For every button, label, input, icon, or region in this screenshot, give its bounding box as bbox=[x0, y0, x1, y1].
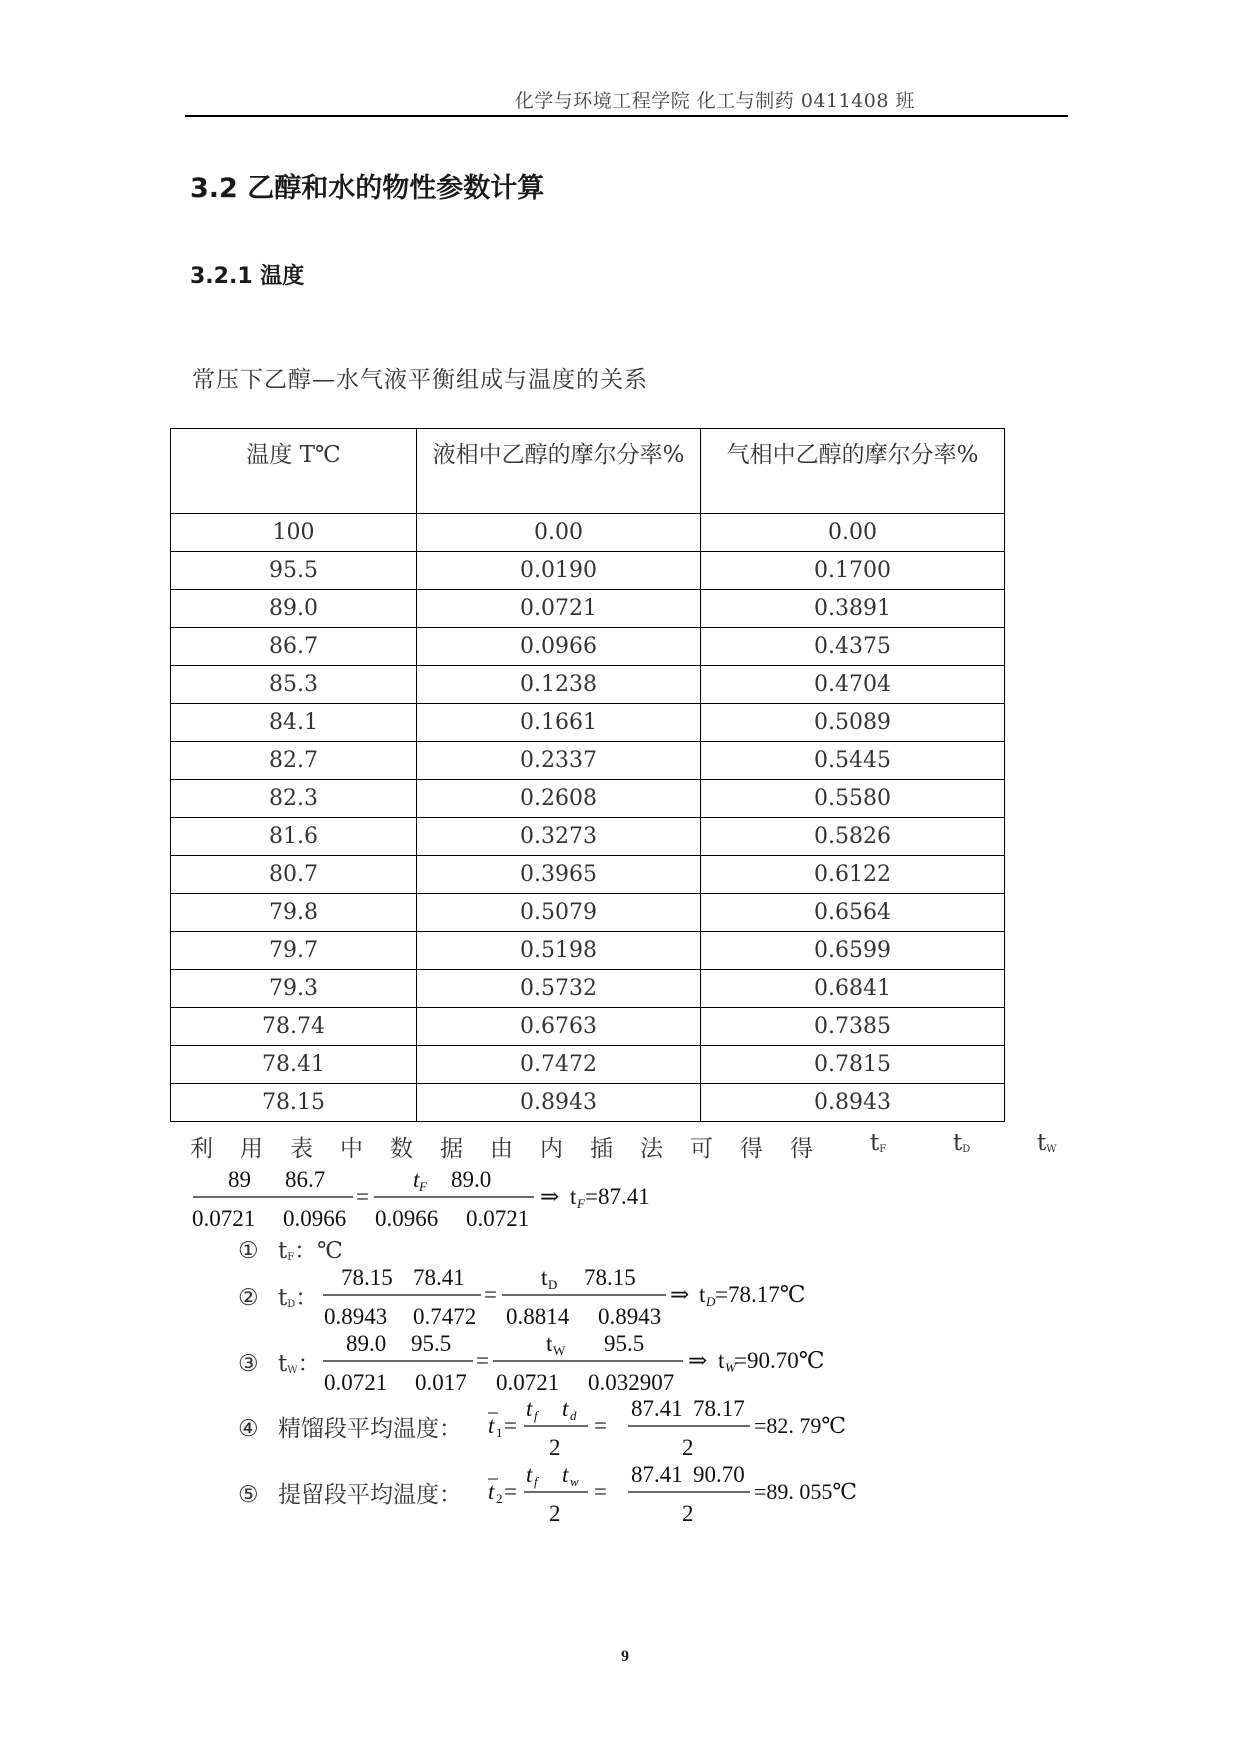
svg-text:W: W bbox=[725, 1360, 736, 1375]
implies-icon: ⇒ bbox=[540, 1184, 560, 1209]
cell-temperature: 95.5 bbox=[171, 552, 417, 590]
tw-label: $t_W$ bbox=[1037, 1130, 1057, 1156]
interp-char: 利 bbox=[190, 1136, 213, 1162]
svg-text:t: t bbox=[488, 1479, 495, 1504]
svg-text:D: D bbox=[548, 1277, 558, 1292]
cell-liquid-fraction: 0.5198 bbox=[417, 932, 701, 970]
cell-liquid-fraction: 0.3273 bbox=[417, 818, 701, 856]
cell-liquid-fraction: 0.6763 bbox=[417, 1008, 701, 1046]
svg-text:95.5: 95.5 bbox=[604, 1331, 645, 1356]
cell-liquid-fraction: 0.2337 bbox=[417, 742, 701, 780]
svg-text:=: = bbox=[484, 1282, 497, 1307]
interpolation-line bbox=[190, 1130, 1072, 1163]
svg-text:W: W bbox=[553, 1343, 566, 1358]
svg-text:0.8943: 0.8943 bbox=[598, 1304, 662, 1329]
cell-temperature: 82.3 bbox=[171, 780, 417, 818]
svg-text:2: 2 bbox=[496, 1491, 503, 1506]
item-2-label: ② $t_D$： bbox=[238, 1285, 319, 1311]
formula-den1a: 0.0721 bbox=[192, 1206, 256, 1231]
interp-char: 数 bbox=[390, 1136, 413, 1162]
svg-text:t: t bbox=[541, 1265, 548, 1290]
svg-text:t: t bbox=[526, 1396, 533, 1421]
implies-icon: ⇒ bbox=[688, 1348, 708, 1373]
header-text: 化学与环境工程学院 化工与制药 0411408 班 bbox=[514, 90, 915, 112]
svg-text:t: t bbox=[562, 1396, 569, 1421]
svg-text:78.17: 78.17 bbox=[693, 1396, 745, 1421]
svg-text:0.8814: 0.8814 bbox=[506, 1304, 570, 1329]
table-row bbox=[171, 704, 1005, 742]
item-1: ① $t_F$：℃ bbox=[238, 1238, 343, 1264]
table-row bbox=[171, 856, 1005, 894]
svg-text:2: 2 bbox=[682, 1501, 694, 1526]
cell-liquid-fraction: 0.8943 bbox=[417, 1084, 701, 1122]
svg-text:D: D bbox=[706, 1294, 716, 1309]
svg-text:0.017: 0.017 bbox=[415, 1370, 467, 1395]
cell-liquid-fraction: 0.1661 bbox=[417, 704, 701, 742]
cell-vapor-fraction: 0.4375 bbox=[701, 628, 1005, 666]
table-row bbox=[171, 628, 1005, 666]
interp-char: 得 bbox=[740, 1136, 763, 1162]
cell-temperature: 79.8 bbox=[171, 894, 417, 932]
td-result: =78.17℃ bbox=[715, 1282, 806, 1307]
page-header bbox=[185, 86, 1065, 116]
svg-text:F: F bbox=[577, 1196, 585, 1211]
formula-t2 bbox=[488, 1455, 888, 1535]
svg-text:F: F bbox=[419, 1179, 427, 1194]
svg-text:t: t bbox=[562, 1462, 569, 1487]
svg-text:78.41: 78.41 bbox=[413, 1265, 465, 1290]
svg-text:w: w bbox=[570, 1474, 579, 1489]
svg-text:1: 1 bbox=[496, 1425, 503, 1440]
svg-text:78.15: 78.15 bbox=[584, 1265, 636, 1290]
cell-temperature: 86.7 bbox=[171, 628, 417, 666]
svg-text:=: = bbox=[504, 1479, 517, 1504]
header-temperature: 温度 T℃ bbox=[171, 429, 417, 514]
table-header-row bbox=[171, 429, 1005, 514]
implies-icon: ⇒ bbox=[670, 1282, 690, 1307]
table-row bbox=[171, 818, 1005, 856]
formula-den2a: 0.0966 bbox=[375, 1206, 439, 1231]
page-number: 9 bbox=[621, 1648, 629, 1665]
table-row bbox=[171, 1008, 1005, 1046]
svg-text:87.41: 87.41 bbox=[631, 1462, 683, 1487]
cell-temperature: 78.74 bbox=[171, 1008, 417, 1046]
svg-text:t: t bbox=[570, 1184, 577, 1209]
cell-vapor-fraction: 0.6564 bbox=[701, 894, 1005, 932]
cell-liquid-fraction: 0.0966 bbox=[417, 628, 701, 666]
svg-text:=: = bbox=[476, 1348, 489, 1373]
cell-vapor-fraction: 0.1700 bbox=[701, 552, 1005, 590]
svg-text:t: t bbox=[718, 1348, 725, 1373]
cell-liquid-fraction: 0.5732 bbox=[417, 970, 701, 1008]
cell-vapor-fraction: 0.7815 bbox=[701, 1046, 1005, 1084]
item-3-label: ③ $t_W$： bbox=[238, 1351, 321, 1377]
formula-eq: = bbox=[356, 1184, 369, 1209]
cell-temperature: 82.7 bbox=[171, 742, 417, 780]
svg-text:0.0721: 0.0721 bbox=[496, 1370, 560, 1395]
cell-liquid-fraction: 0.0190 bbox=[417, 552, 701, 590]
cell-vapor-fraction: 0.5089 bbox=[701, 704, 1005, 742]
svg-text:2: 2 bbox=[682, 1435, 694, 1460]
cell-vapor-fraction: 0.3891 bbox=[701, 590, 1005, 628]
cell-vapor-fraction: 0.4704 bbox=[701, 666, 1005, 704]
item-5-label: ⑤ 提留段平均温度： bbox=[238, 1482, 462, 1508]
cell-liquid-fraction: 0.1238 bbox=[417, 666, 701, 704]
cell-temperature: 79.3 bbox=[171, 970, 417, 1008]
svg-text:d: d bbox=[570, 1408, 577, 1423]
svg-text:0.7472: 0.7472 bbox=[413, 1304, 477, 1329]
table-row bbox=[171, 1084, 1005, 1122]
cell-liquid-fraction: 0.2608 bbox=[417, 780, 701, 818]
cell-liquid-fraction: 0.3965 bbox=[417, 856, 701, 894]
cell-temperature: 78.41 bbox=[171, 1046, 417, 1084]
svg-text:95.5: 95.5 bbox=[411, 1331, 452, 1356]
interp-char: 插 bbox=[590, 1136, 613, 1162]
cell-temperature: 85.3 bbox=[171, 666, 417, 704]
formula-num2b: 89.0 bbox=[451, 1167, 492, 1192]
cell-temperature: 89.0 bbox=[171, 590, 417, 628]
svg-text:0.032907: 0.032907 bbox=[588, 1370, 675, 1395]
header-liquid-fraction: 液相中乙醇的摩尔分率% bbox=[417, 429, 701, 514]
cell-vapor-fraction: 0.6122 bbox=[701, 856, 1005, 894]
table-row bbox=[171, 742, 1005, 780]
t1-result: =82. 79℃ bbox=[754, 1413, 847, 1438]
cell-liquid-fraction: 0.0721 bbox=[417, 590, 701, 628]
cell-temperature: 78.15 bbox=[171, 1084, 417, 1122]
interp-char: 由 bbox=[490, 1136, 513, 1162]
cell-vapor-fraction: 0.5445 bbox=[701, 742, 1005, 780]
svg-text:87.41: 87.41 bbox=[631, 1396, 683, 1421]
interp-char: 中 bbox=[340, 1136, 363, 1162]
section-heading: 3.2 乙醇和水的物性参数计算 bbox=[190, 173, 545, 204]
t2-result: =89. 055℃ bbox=[754, 1479, 858, 1504]
table-row bbox=[171, 514, 1005, 552]
subsection-heading: 3.2.1 温度 bbox=[190, 264, 305, 289]
interp-char: 可 bbox=[690, 1136, 713, 1162]
tw-result: =90.70℃ bbox=[734, 1348, 825, 1373]
table-row bbox=[171, 780, 1005, 818]
interp-char: 得 bbox=[790, 1136, 813, 1162]
interp-char: 表 bbox=[290, 1136, 313, 1162]
cell-vapor-fraction: 0.6599 bbox=[701, 932, 1005, 970]
table-row bbox=[171, 932, 1005, 970]
table-row bbox=[171, 894, 1005, 932]
cell-vapor-fraction: 0.6841 bbox=[701, 970, 1005, 1008]
cell-temperature: 100 bbox=[171, 514, 417, 552]
svg-text:t: t bbox=[526, 1462, 533, 1487]
cell-vapor-fraction: 0.00 bbox=[701, 514, 1005, 552]
svg-text:=: = bbox=[594, 1413, 607, 1438]
table-row bbox=[171, 666, 1005, 704]
svg-text:0.0721: 0.0721 bbox=[324, 1370, 388, 1395]
svg-text:t: t bbox=[546, 1331, 553, 1356]
svg-text:2: 2 bbox=[549, 1501, 561, 1526]
table-row bbox=[171, 1046, 1005, 1084]
tf-label: $t_F$ bbox=[870, 1130, 887, 1156]
table-row bbox=[171, 552, 1005, 590]
formula-tf-main bbox=[188, 1160, 708, 1240]
cell-vapor-fraction: 0.5826 bbox=[701, 818, 1005, 856]
svg-text:2: 2 bbox=[549, 1435, 561, 1460]
interp-char: 法 bbox=[640, 1136, 663, 1162]
cell-temperature: 81.6 bbox=[171, 818, 417, 856]
svg-text:=: = bbox=[504, 1413, 517, 1438]
cell-temperature: 79.7 bbox=[171, 932, 417, 970]
cell-vapor-fraction: 0.5580 bbox=[701, 780, 1005, 818]
cell-vapor-fraction: 0.7385 bbox=[701, 1008, 1005, 1046]
svg-text:f: f bbox=[534, 1474, 538, 1489]
svg-text:78.15: 78.15 bbox=[341, 1265, 393, 1290]
interp-char: 用 bbox=[240, 1136, 263, 1162]
cell-liquid-fraction: 0.7472 bbox=[417, 1046, 701, 1084]
interp-char: 据 bbox=[440, 1136, 463, 1162]
svg-text:90.70: 90.70 bbox=[693, 1462, 745, 1487]
table-row bbox=[171, 970, 1005, 1008]
svg-text:t: t bbox=[488, 1413, 495, 1438]
cell-temperature: 84.1 bbox=[171, 704, 417, 742]
table-row bbox=[171, 590, 1005, 628]
interp-char: 内 bbox=[540, 1136, 563, 1162]
svg-text:=: = bbox=[594, 1479, 607, 1504]
header-vapor-fraction: 气相中乙醇的摩尔分率% bbox=[701, 429, 1005, 514]
svg-text:0.8943: 0.8943 bbox=[324, 1304, 388, 1329]
formula-num1b: 86.7 bbox=[285, 1167, 326, 1192]
svg-text:89.0: 89.0 bbox=[346, 1331, 387, 1356]
cell-temperature: 80.7 bbox=[171, 856, 417, 894]
cell-vapor-fraction: 0.8943 bbox=[701, 1084, 1005, 1122]
svg-text:f: f bbox=[534, 1408, 538, 1423]
formula-den1b: 0.0966 bbox=[283, 1206, 347, 1231]
vle-table bbox=[170, 428, 1005, 1122]
item-4-label: ④ 精馏段平均温度： bbox=[238, 1416, 462, 1442]
svg-text:t: t bbox=[699, 1282, 706, 1307]
formula-num2a: t bbox=[413, 1167, 420, 1192]
cell-liquid-fraction: 0.00 bbox=[417, 514, 701, 552]
formula-den2b: 0.0721 bbox=[466, 1206, 530, 1231]
formula-num1a: 89 bbox=[228, 1167, 251, 1192]
formula-result: =87.41 bbox=[585, 1184, 650, 1209]
header-rule bbox=[185, 115, 1068, 117]
td-label: $t_D$ bbox=[953, 1130, 971, 1156]
cell-liquid-fraction: 0.5079 bbox=[417, 894, 701, 932]
table-caption: 常压下乙醇—水气液平衡组成与温度的关系 bbox=[192, 367, 648, 393]
